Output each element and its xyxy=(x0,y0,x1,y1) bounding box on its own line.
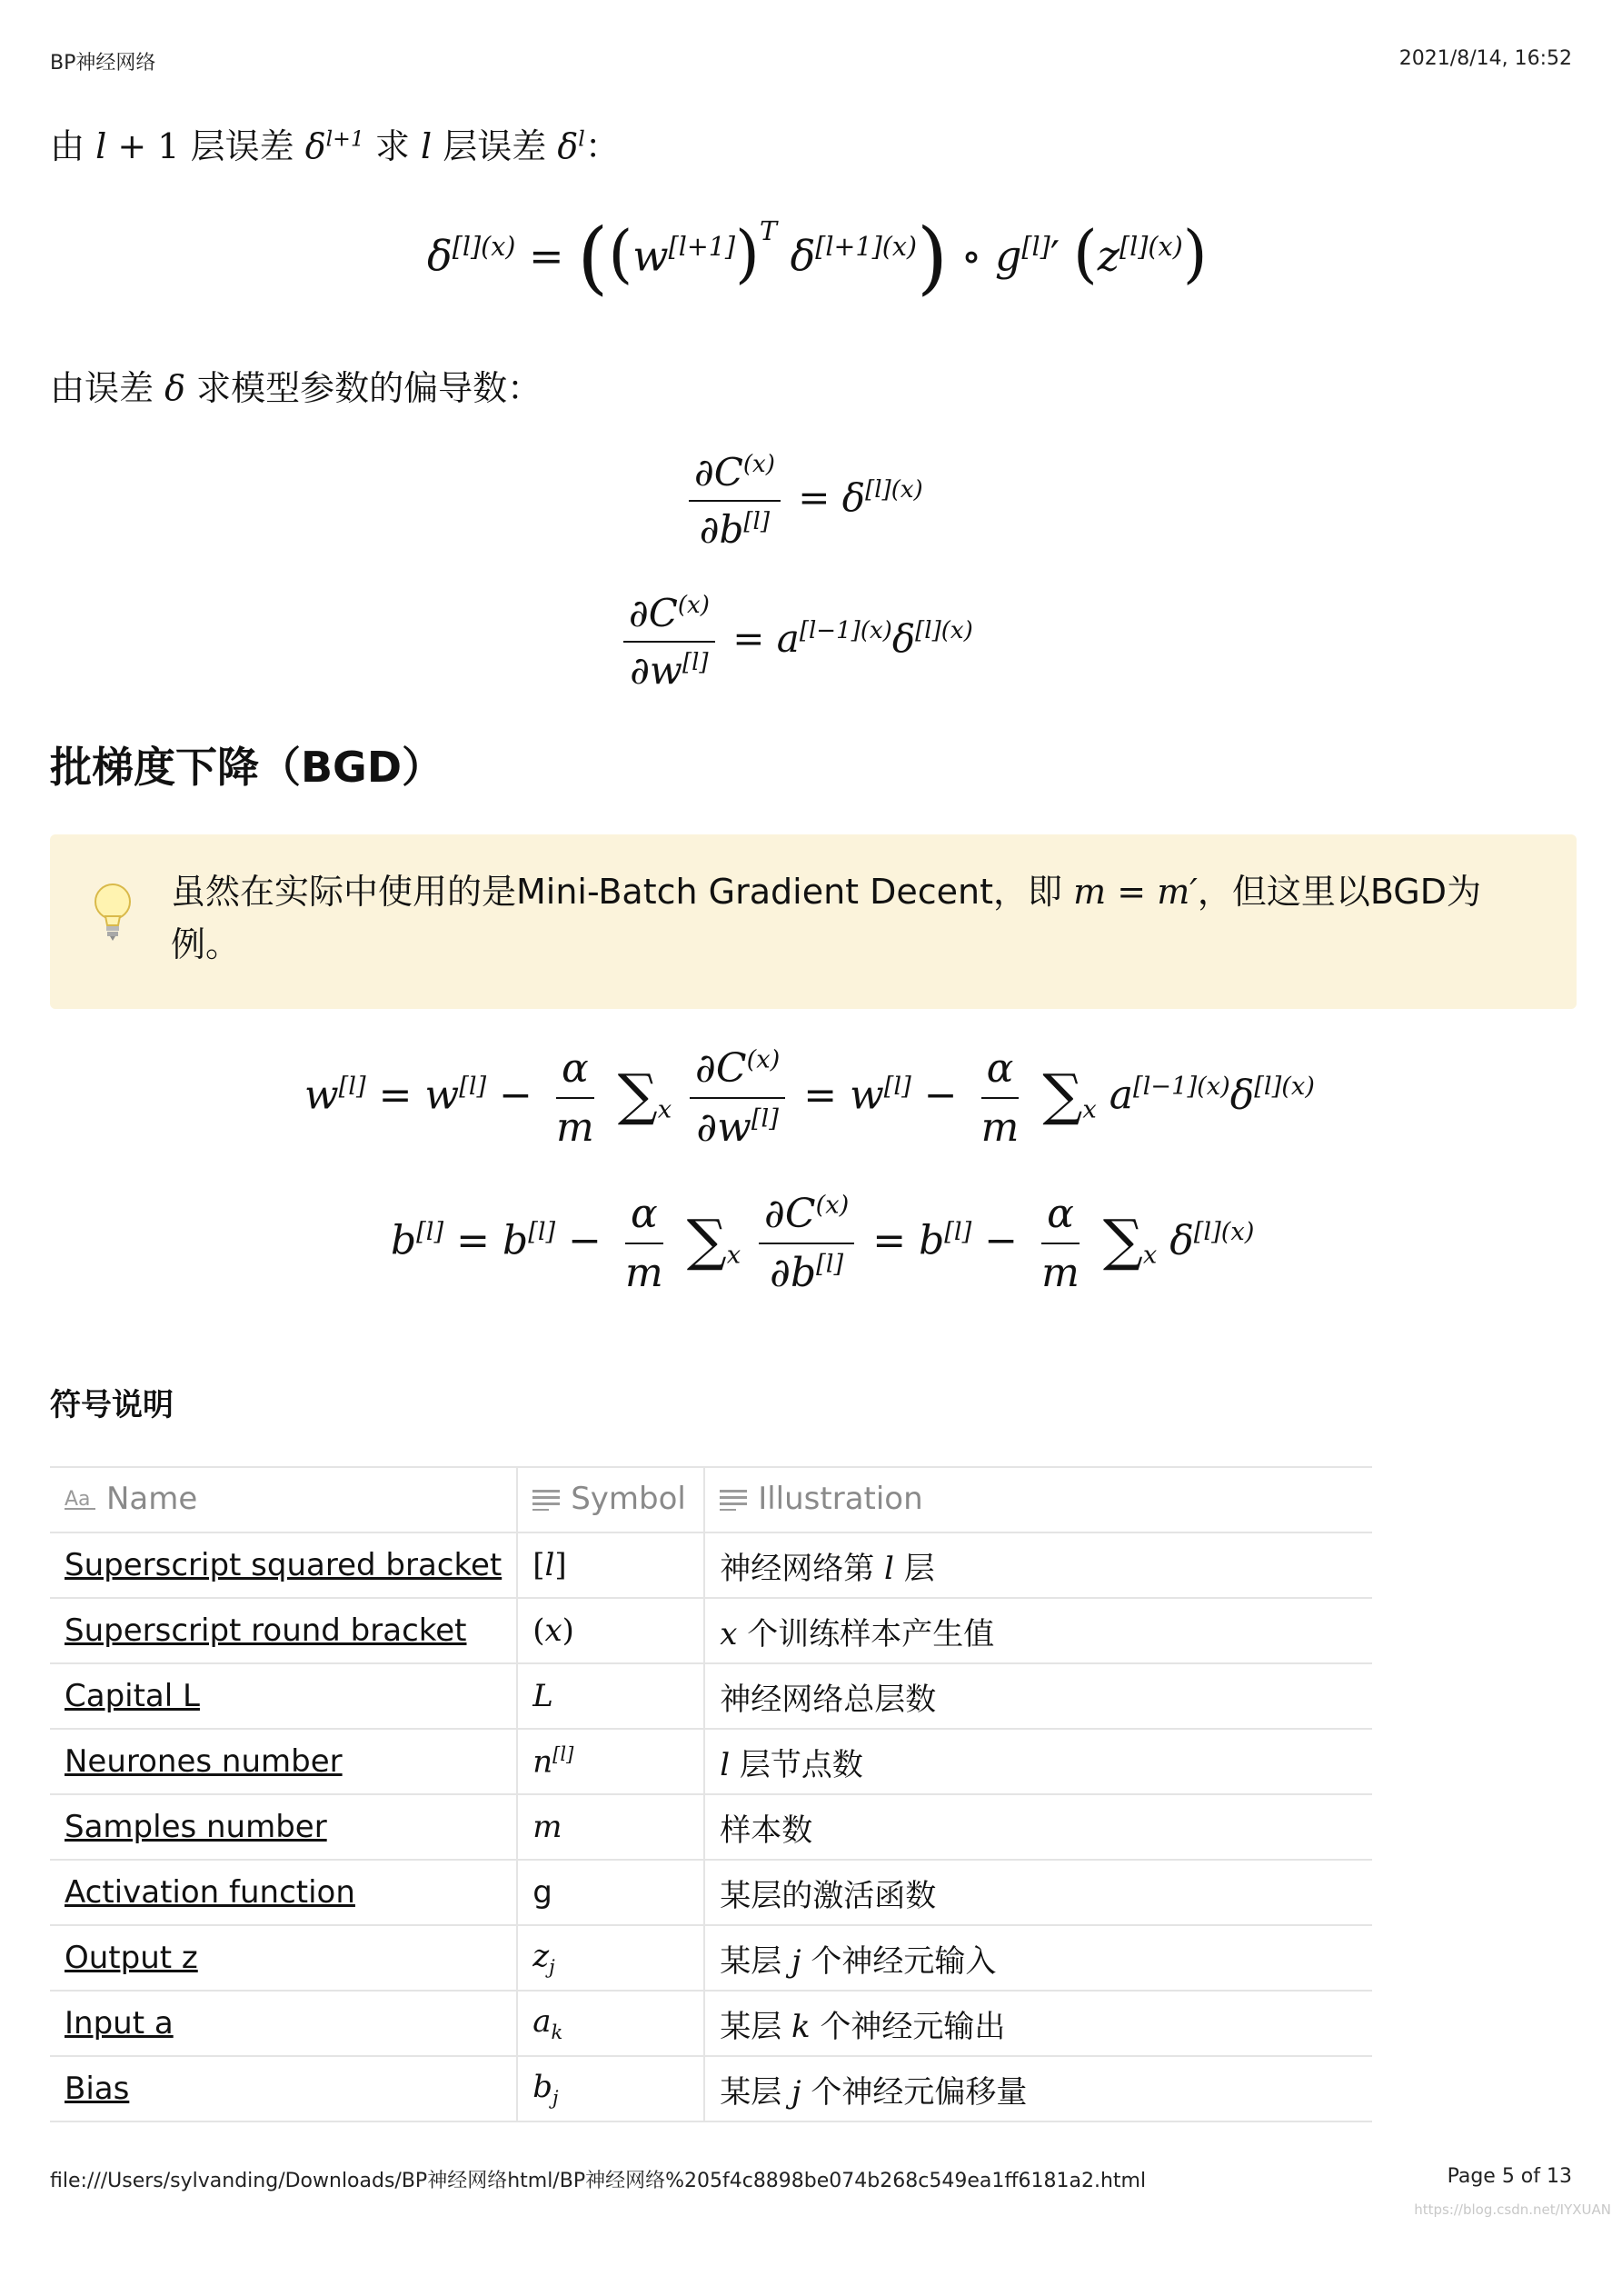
text: 某层的激活函数 xyxy=(720,1877,937,1914)
table-row xyxy=(50,1532,1372,1598)
math-sup: l xyxy=(578,125,585,152)
table-row xyxy=(50,1598,1372,1663)
table-cell-illustration xyxy=(704,1663,1372,1729)
column-header-symbol[interactable] xyxy=(517,1467,704,1532)
equation-dC-dw: $\frac{\partial C^{(x)}}{\partial w^{[l]}}$ = $a^{[l-1](x)}\delta^{[l](x)}$ xyxy=(618,591,973,693)
text: 样本数 xyxy=(720,1812,813,1849)
text: 个神经元偏移量 xyxy=(811,2073,1028,2111)
table-cell-symbol: (x) xyxy=(517,1598,704,1663)
table-cell-symbol: [l] xyxy=(517,1532,704,1598)
math-var: l xyxy=(884,1550,894,1587)
row-link[interactable]: Input a xyxy=(65,2005,174,2041)
equation-b-update: b[l] = b[l] − $\frac{\alpha}{m}$ $\sum_x$ $\frac{\partial C^{(x)}}{\partial b^{[l]}}$ = b[l] − $\frac{\alpha}{m}$ $\sum_x$ $\delta^{[l](x)}$ xyxy=(391,1191,1255,1296)
table-cell-symbol: L xyxy=(517,1663,704,1729)
table-cell-illustration xyxy=(704,1860,1372,1925)
table-cell-name xyxy=(50,2056,517,2121)
math-var: l xyxy=(720,1746,731,1783)
text: 虽然在实际中使用的是Mini-Batch Gradient Decent，即 xyxy=(171,872,1063,912)
table-cell-illustration xyxy=(704,1925,1372,1991)
table-cell-symbol: $b_j$ xyxy=(517,2056,704,2121)
math-var: δ xyxy=(304,126,326,166)
row-link[interactable]: Activation function xyxy=(65,1874,355,1911)
section-heading-bgd: 批梯度下降（BGD） xyxy=(50,743,444,792)
equation-delta-backprop: $\delta^{[l](x)} = ((w[l+1])^T$ $\delta^{[l+1](x)}$) ∘ g[l]′ $(z^{[l](x)})$ xyxy=(427,211,1208,304)
table-row xyxy=(50,1991,1372,2056)
equation-dC-db: $\frac{\partial C^{(x)}}{\partial b^{[l]}}$ = $\delta^{[l](x)}$ xyxy=(683,450,923,552)
math-var: m′ xyxy=(1157,872,1198,912)
text: 某层 xyxy=(720,2073,782,2111)
table-cell-name xyxy=(50,1794,517,1860)
table-cell-name xyxy=(50,1729,517,1794)
svg-text:Aa: Aa xyxy=(65,1487,91,1511)
symbol-table xyxy=(50,1466,1372,2122)
math-var: l xyxy=(421,126,433,166)
table-row xyxy=(50,1729,1372,1794)
text: 求模型参数的偏导数： xyxy=(196,368,542,408)
math-var: j xyxy=(791,1942,801,1980)
table-cell-symbol: $a_k$ xyxy=(517,1991,704,2056)
text-lines-icon xyxy=(532,1482,562,1519)
table-cell-illustration xyxy=(704,1729,1372,1794)
table-cell-name xyxy=(50,1598,517,1663)
footer-file-path: file:///Users/sylvanding/Downloads/BP神经网络html/BP神经网络%205f4c8898be074b268c549ea1ff6181a2.html xyxy=(50,2170,1147,2192)
table-cell-symbol xyxy=(517,1860,704,1925)
row-link[interactable]: Bias xyxy=(65,2071,130,2107)
math-op: = xyxy=(1117,872,1147,912)
math-var: δ xyxy=(557,126,579,166)
math-var: l xyxy=(95,126,107,166)
text: 层 xyxy=(903,1550,935,1587)
text: 层误差 xyxy=(190,126,294,166)
table-cell-name xyxy=(50,1663,517,1729)
text: 求 xyxy=(374,126,410,166)
row-link[interactable]: Capital L xyxy=(65,1678,200,1714)
text-type-icon xyxy=(65,1482,97,1519)
watermark: https://blog.csdn.net/IYXUAN xyxy=(1414,2201,1611,2218)
text: 由误差 xyxy=(50,368,154,408)
table-cell-illustration xyxy=(704,1794,1372,1860)
math-op: + xyxy=(117,126,147,166)
math-var: k xyxy=(791,2008,811,2045)
text: 层节点数 xyxy=(739,1746,863,1783)
callout-text xyxy=(171,865,1534,971)
paragraph-partial-derivatives xyxy=(50,360,542,410)
row-link[interactable]: Superscript round bracket xyxy=(65,1612,467,1649)
column-header-illustration[interactable] xyxy=(704,1467,1372,1532)
row-link[interactable]: Output z xyxy=(65,1940,198,1976)
math-var: x xyxy=(720,1615,738,1652)
table-cell-name xyxy=(50,1860,517,1925)
equation-w-update: w[l] = w[l] − $\frac{\alpha}{m}$ $\sum_x$ $\frac{\partial C^{(x)}}{\partial w^{[l]}}$ = w[l] − $\frac{\alpha}{m}$ $\sum_x$ $a^{[l-1](x)}\delta^{[l](x)}$ xyxy=(304,1045,1315,1151)
text: 某层 xyxy=(720,1942,782,1980)
text: 神经网络第 xyxy=(720,1550,875,1587)
column-header-label: Symbol xyxy=(571,1481,686,1518)
table-row xyxy=(50,1794,1372,1860)
table-cell-illustration xyxy=(704,2056,1372,2121)
table-row xyxy=(50,1925,1372,1991)
row-link[interactable]: Superscript squared bracket xyxy=(65,1547,503,1583)
math-num: 1 xyxy=(157,126,180,166)
table-row xyxy=(50,1860,1372,1925)
table-cell-symbol: m xyxy=(517,1794,704,1860)
text: 个神经元输出 xyxy=(820,2008,1006,2045)
text: ，但这里以BGD为例。 xyxy=(171,872,1481,964)
text: ： xyxy=(584,126,620,166)
math-var: m xyxy=(1073,872,1107,912)
paragraph-error-propagation xyxy=(50,118,620,168)
table-header-row xyxy=(50,1467,1372,1532)
text: 神经网络总层数 xyxy=(720,1681,937,1718)
column-header-label: Name xyxy=(106,1481,198,1518)
table-row xyxy=(50,1663,1372,1729)
table-cell-symbol: n[l] xyxy=(517,1729,704,1794)
lightbulb-icon xyxy=(87,880,138,943)
text-lines-icon xyxy=(720,1482,749,1519)
row-link[interactable]: Neurones number xyxy=(65,1743,343,1780)
page-header-title: BP神经网络 xyxy=(50,52,156,75)
text: 个训练样本产生值 xyxy=(747,1615,995,1652)
section-heading-symbols: 符号说明 xyxy=(50,1387,174,1423)
table-cell-name xyxy=(50,1991,517,2056)
text: 层误差 xyxy=(443,126,547,166)
math-var: δ xyxy=(164,368,185,408)
table-cell-name xyxy=(50,1532,517,1598)
footer-page-number: Page 5 of 13 xyxy=(1447,2165,1572,2188)
table-cell-symbol: $z_j$ xyxy=(517,1925,704,1991)
table-cell-illustration xyxy=(704,1991,1372,2056)
table-cell-illustration xyxy=(704,1532,1372,1598)
symbol-text: g xyxy=(532,1874,552,1911)
table-cell-illustration xyxy=(704,1598,1372,1663)
text: 个神经元输入 xyxy=(811,1942,997,1980)
column-header-label: Illustration xyxy=(758,1481,923,1518)
column-header-name[interactable] xyxy=(50,1467,517,1532)
page-header-datetime: 2021/8/14, 16:52 xyxy=(1398,47,1572,70)
table-row xyxy=(50,2056,1372,2121)
text: 由 xyxy=(50,126,85,166)
math-sup: l+1 xyxy=(325,125,364,152)
text: 某层 xyxy=(720,2008,782,2045)
math-var: j xyxy=(791,2073,801,2111)
row-link[interactable]: Samples number xyxy=(65,1809,327,1845)
table-cell-name xyxy=(50,1925,517,1991)
